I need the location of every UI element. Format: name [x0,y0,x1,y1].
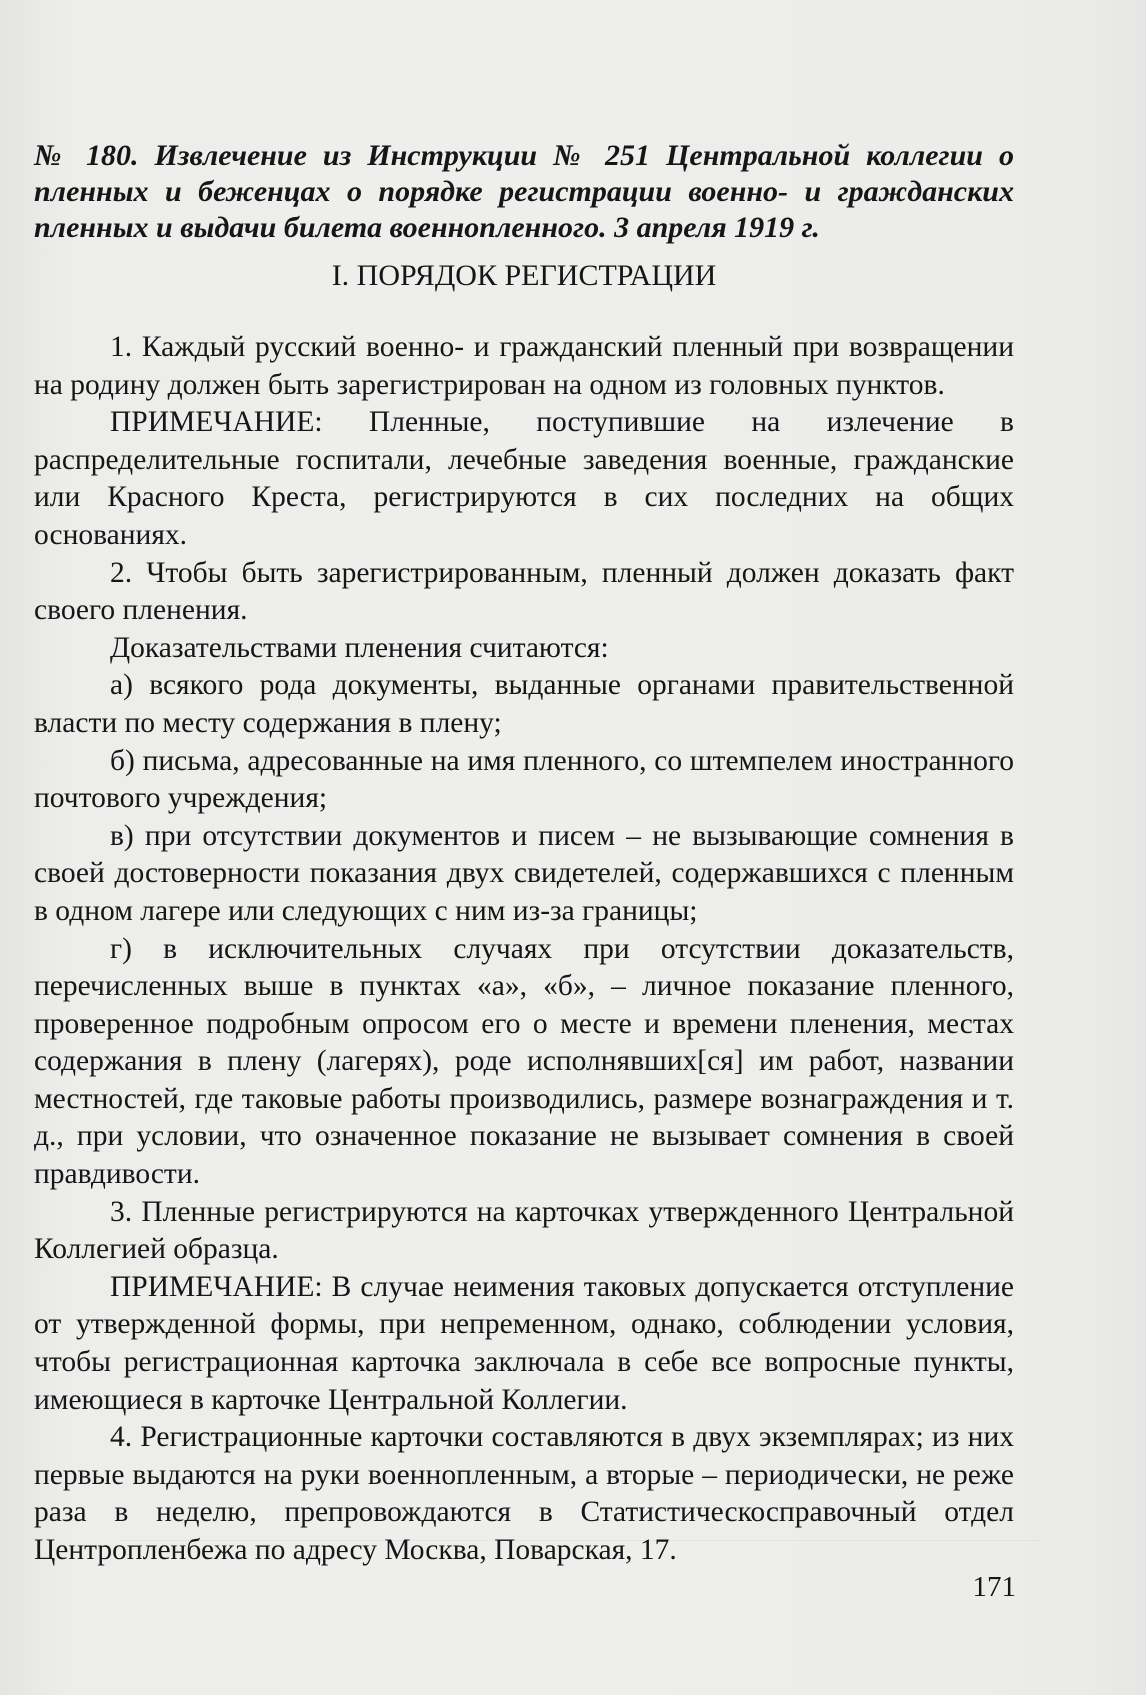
paragraph-2: 2. Чтобы быть зарегистрированным, пленный должен доказать факт своего пленения. [34,556,1014,627]
paragraph-4: 4. Регистрационные карточки составляются в двух экземплярах; из них первые выдаются на руки военнопленным, а вторые – периодически, не реже раза в неделю, препровождаются в Статистическосправочный отдел Центропленбежа по адресу Москва, Поварская, 17. [34,1421,1014,1566]
evidence-intro: Доказательствами пленения считаются: [110,631,609,664]
evidence-item-g: г) в исключительных случаях при отсутствии доказательств, перечисленных выше в пунктах «а», «б», – личное показание пленного, проверенное подробным опросом его о месте и времени пленения, местах содержания в плену (лагерях), роде исполнявших[ся] им работ, названии местностей, где таковые работы производились, размере вознаграждения и т. д., при условии, что означенное показание не вызывает сомнения в своей правдивости. [34,932,1014,1191]
document-heading: № 180. Извлечение из Инструкции № 251 Центральной коллегии о пленных и беженцах о порядке регистрации военно- и гражданских пленных и выдачи билета военнопленного. 3 апреля 1919 г. [34,139,1014,244]
section-title: I. ПОРЯДОК РЕГИСТРАЦИИ [331,259,717,292]
paragraph-3: 3. Пленные регистрируются на карточках утвержденного Центральной Коллегией образца. [34,1195,1014,1266]
page-number: 171 [972,1571,1016,1603]
evidence-item-v: в) при отсутствии документов и писем – не вызывающие сомнения в своей достоверности показания двух свидетелей, содержавшихся с пленным в одном лагере или следующих с ним из-за границы; [34,819,1014,927]
bleed-through-shadow [120,1540,1040,1541]
evidence-item-b: б) письма, адресованные на имя пленного, со штемпелем иностранного почтового учреждения; [34,744,1014,815]
paragraph-1: 1. Каждый русский военно- и гражданский пленный при возвращении на родину должен быть зарегистрирован на одном из головных пунктов. [34,331,1014,401]
note-1: ПРИМЕЧАНИЕ: Пленные, поступившие на излечение в распределительные госпитали, лечебные заведения военные, гражданские или Красного Креста, регистрируются в сих последних на общих основаниях. [34,406,1014,551]
evidence-item-a: а) всякого рода документы, выданные органами правительственной власти по месту содержания в плену; [34,669,1014,739]
document-body [34,329,1014,1570]
note-2: ПРИМЕЧАНИЕ: В случае неимения таковых допускается отступление от утвержденной формы, при непременном, однако, соблюдении условия, чтобы регистрационная карточка заключала в себе все вопросные пункты, имеющиеся в карточке Центральной Коллегии. [34,1270,1014,1416]
